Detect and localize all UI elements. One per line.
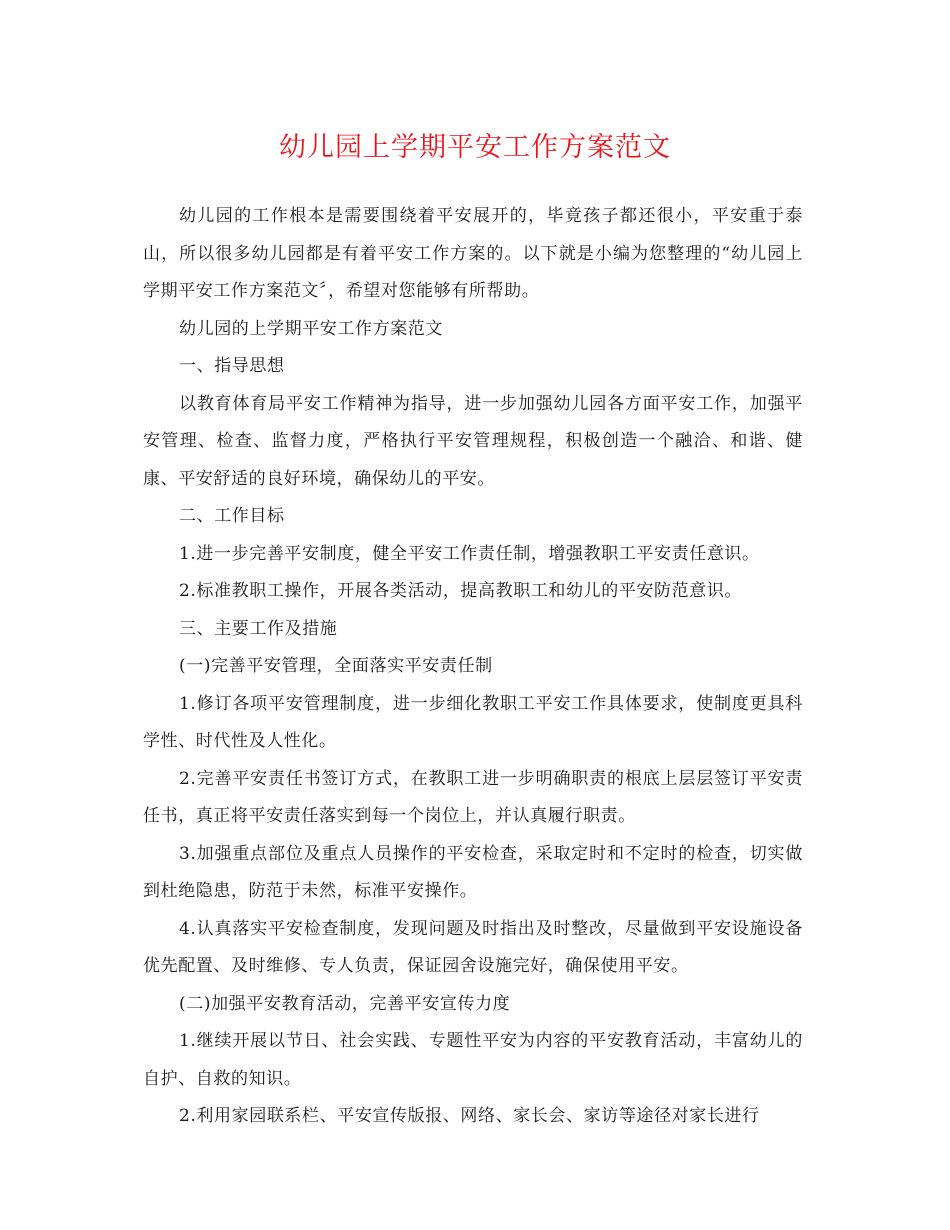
paragraph-measure-1-2: 2.完善平安责任书签订方式，在教职工进一步明确职责的根底上层层签订平安责任书，真正将平安责任落实到每一个岗位上，并认真履行职责。 (143, 768, 803, 826)
paragraph-measure-1-4: 4.认真落实平安检查制度，发现问题及时指出及时整改，尽量做到平安设施设备优先配置、及时维修、专人负责，保证园舍设施完好，确保使用平安。 (143, 918, 803, 976)
paragraph-intro: 幼儿园的工作根本是需要围绕着平安展开的，毕竟孩子都还很小，平安重于泰山，所以很多幼儿园都是有着平安工作方案的。以下就是小编为您整理的“幼儿园上学期平安工作方案范文〞，希望对您能够有所帮助。 (143, 206, 803, 301)
subsection-heading-2: (二)加强平安教育活动，完善平安宣传力度 (179, 993, 511, 1014)
document-body (143, 198, 803, 1136)
paragraph-measure-1-3: 3.加强重点部位及重点人员操作的平安检查，采取定时和不定时的检查，切实做到杜绝隐患，防范于未然，标准平安操作。 (143, 843, 803, 901)
paragraph-goal-1: 1.进一步完善平安制度，健全平安工作责任制，增强教职工平安责任意识。 (179, 543, 760, 564)
paragraph-guiding-thought: 以教育体育局平安工作精神为指导，进一步加强幼儿园各方面平安工作，加强平安管理、检查、监督力度，严格执行平安管理规程，积极创造一个融洽、和谐、健康、平安舒适的良好环境，确保幼儿的平安。 (143, 393, 803, 489)
document-title: 幼儿园上学期平安工作方案范文 (279, 132, 671, 163)
paragraph-subtitle: 幼儿园的上学期平安工作方案范文 (179, 318, 443, 339)
paragraph-measure-2-2: 2.利用家园联系栏、平安宣传版报、网络、家长会、家访等途径对家长进行 (179, 1106, 760, 1126)
section-heading-guiding-thought: 一、指导思想 (179, 356, 285, 376)
subsection-heading-1: (一)完善平安管理，全面落实平安责任制 (179, 656, 493, 676)
paragraph-measure-1-1: 1.修订各项平安管理制度，进一步细化教职工平安工作具体要求，使制度更具科学性、时代性及人性化。 (143, 693, 803, 751)
section-heading-main-work: 三、主要工作及措施 (179, 618, 338, 639)
paragraph-measure-2-1: 1.继续开展以节日、社会实践、专题性平安为内容的平安教育活动，丰富幼儿的自护、自救的知识。 (143, 1031, 803, 1089)
section-heading-work-goals: 二、工作目标 (179, 506, 285, 526)
paragraph-goal-2: 2.标准教职工操作，开展各类活动，提高教职工和幼儿的平安防范意识。 (179, 581, 743, 601)
